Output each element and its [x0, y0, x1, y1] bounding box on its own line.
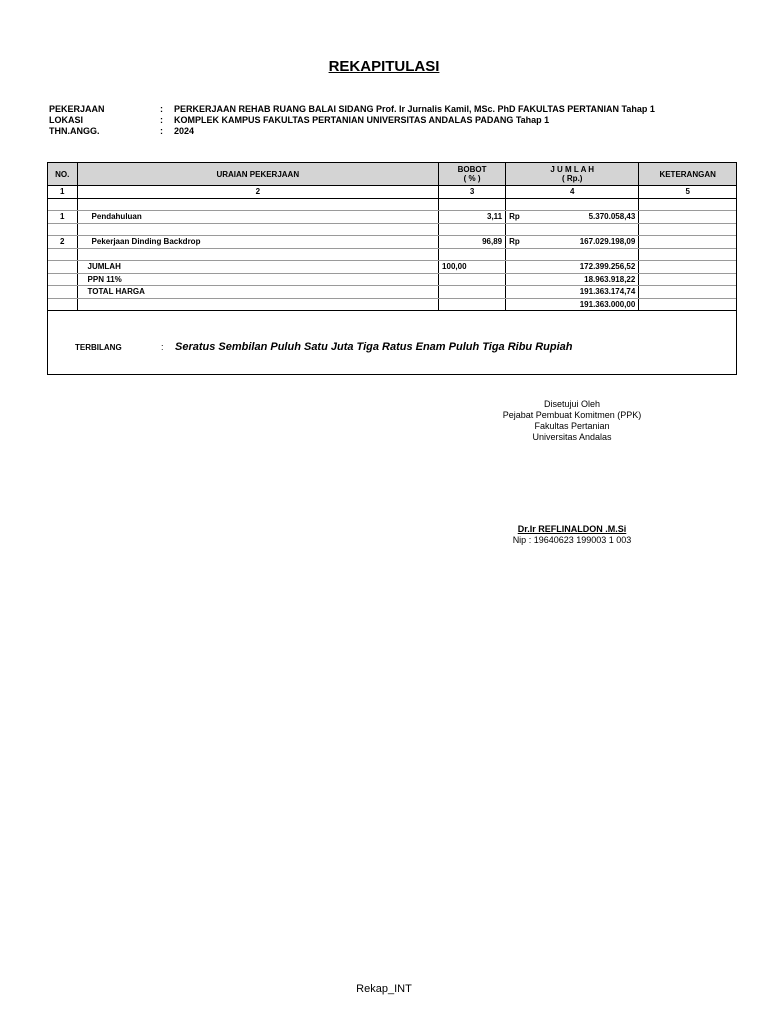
header-uraian: URAIAN PEKERJAAN: [77, 163, 439, 186]
jumlah-bobot: 100,00: [439, 261, 506, 274]
meta-row-tahun: [49, 126, 655, 137]
header-bobot-unit: ( % ): [463, 174, 481, 183]
sheet-name-footer: Rekap_INT: [356, 983, 412, 995]
row-currency: Rp: [509, 237, 520, 247]
row-no: 2: [48, 236, 77, 249]
signature-university: Universitas Andalas: [532, 432, 612, 442]
column-number: 2: [77, 186, 439, 199]
signature-faculty: Fakultas Pertanian: [534, 421, 610, 431]
rounded-row: [48, 298, 736, 311]
terbilang-colon: :: [161, 342, 164, 352]
row-jumlah: [506, 211, 639, 224]
table-row: [48, 211, 736, 224]
spacer-row: [48, 223, 736, 236]
header-jumlah-label: J U M L A H: [550, 165, 595, 174]
meta-label: PEKERJAAN: [49, 104, 105, 114]
header-no: NO.: [48, 163, 77, 186]
meta-label: THN.ANGG.: [49, 126, 100, 136]
meta-colon: :: [160, 126, 163, 136]
ppn-value: 18.963.918,22: [506, 273, 639, 286]
row-currency: Rp: [509, 212, 520, 222]
meta-value: KOMPLEK KAMPUS FAKULTAS PERTANIAN UNIVERSITAS ANDALAS PADANG Tahap 1: [174, 115, 550, 125]
header-jumlah: [506, 163, 639, 186]
row-amount: 167.029.198,09: [579, 237, 636, 247]
jumlah-row: [48, 261, 736, 274]
signature-nip: Nip : 19640623 199003 1 003: [512, 535, 632, 545]
table-header-row: [48, 163, 736, 186]
row-uraian: Pekerjaan Dinding Backdrop: [77, 236, 439, 249]
header-bobot-label: BOBOT: [457, 165, 487, 174]
row-keterangan: [639, 211, 736, 224]
jumlah-value: 172.399.256,52: [506, 261, 639, 274]
terbilang-label: TERBILANG: [75, 342, 122, 352]
column-number: 3: [439, 186, 506, 199]
page-title: REKAPITULASI: [328, 58, 440, 75]
row-jumlah: [506, 236, 639, 249]
total-row: [48, 286, 736, 299]
header-bobot: [439, 163, 506, 186]
terbilang-text: Seratus Sembilan Puluh Satu Juta Tiga Ratus Enam Puluh Tiga Ribu Rupiah: [175, 341, 573, 353]
table-row: [48, 236, 736, 249]
project-info: [49, 104, 655, 137]
row-no: 1: [48, 211, 77, 224]
column-number: 5: [639, 186, 736, 199]
signature-approved-by: Disetujui Oleh: [543, 399, 601, 409]
rekap-table-box: [47, 162, 737, 375]
spacer-row: [48, 198, 736, 211]
column-number-row: [48, 186, 736, 199]
row-amount: 5.370.058,43: [588, 212, 636, 222]
ppn-label: PPN 11%: [77, 273, 439, 286]
meta-value: 2024: [174, 126, 195, 136]
signature-block: [472, 399, 672, 546]
jumlah-label: JUMLAH: [77, 261, 439, 274]
terbilang: [75, 341, 573, 353]
total-value: 191.363.174,74: [506, 286, 639, 299]
meta-colon: :: [160, 115, 163, 125]
column-number: 4: [506, 186, 639, 199]
meta-row-pekerjaan: [49, 104, 655, 115]
header-keterangan: KETERANGAN: [639, 163, 736, 186]
meta-colon: :: [160, 104, 163, 114]
row-bobot: 96,89: [439, 236, 506, 249]
signature-name: Dr.Ir REFLINALDON .M.Si: [517, 524, 627, 534]
signature-role: Pejabat Pembuat Komitmen (PPK): [502, 410, 642, 420]
meta-label: LOKASI: [49, 115, 84, 125]
ppn-row: [48, 273, 736, 286]
rounded-value: 191.363.000,00: [506, 298, 639, 311]
meta-row-lokasi: [49, 115, 655, 126]
header-jumlah-unit: ( Rp.): [562, 174, 583, 183]
spacer-row: [48, 248, 736, 261]
row-keterangan: [639, 236, 736, 249]
row-uraian: Pendahuluan: [77, 211, 439, 224]
column-number: 1: [48, 186, 77, 199]
meta-value: PERKERJAAN REHAB RUANG BALAI SIDANG Prof. Ir Jurnalis Kamil, MSc. PhD FAKULTAS PERTANIAN Tahap 1: [174, 104, 655, 114]
rekap-table: [48, 163, 736, 311]
total-label: TOTAL HARGA: [77, 286, 439, 299]
row-bobot: 3,11: [439, 211, 506, 224]
